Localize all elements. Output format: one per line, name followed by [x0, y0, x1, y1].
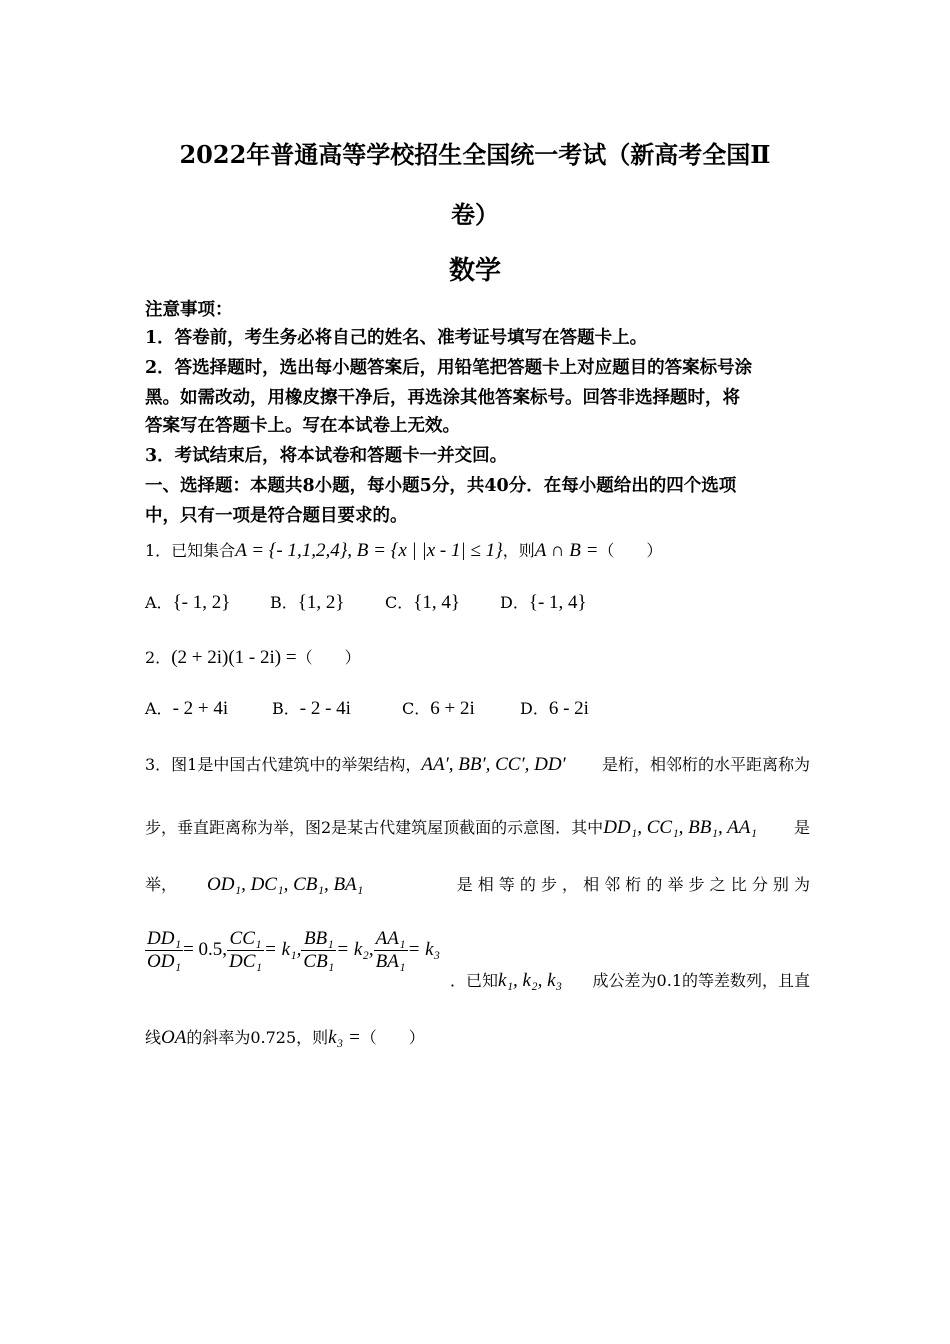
- q2-option-a-label: A．: [145, 699, 173, 718]
- q2-option-b-label: B．: [272, 699, 300, 718]
- ratio-cc1-numerator: CC₁: [227, 928, 264, 951]
- ratio-aa1-numerator: AA₁: [375, 928, 406, 949]
- q1-option-a-value: {- 1, 2}: [172, 592, 231, 613]
- ratio-aa1-ba1: [374, 928, 408, 973]
- q3-paren: （ ）: [360, 1028, 425, 1047]
- q2-option-c: [402, 696, 475, 720]
- q1-ask: A ∩ B =: [534, 540, 599, 561]
- q2-expression: (2 + 2i)(1 - 2i) =: [171, 647, 297, 668]
- q3-line3: [145, 872, 810, 896]
- ratio-dd1-numerator: DD₁: [147, 928, 182, 949]
- ratio-aa1-value: = k₃: [407, 939, 441, 960]
- ratio-bb1-numerator: BB₁: [301, 928, 336, 951]
- ratio-bb1-value: = k₂,: [336, 939, 374, 960]
- q3-line1-start: 3．图1是中国古代建筑中的举架结构，: [145, 755, 422, 774]
- q1-option-c: [385, 590, 460, 614]
- section1-heading-line2: 中，只有一项是符合题目要求的。: [145, 506, 408, 526]
- q2-paren: （ ）: [296, 648, 361, 667]
- q3-line5-middle: 的斜率为0.725，则: [186, 1028, 329, 1047]
- q1-option-a-label: A．: [145, 593, 173, 612]
- q2-option-d-value: 6 - 2i: [548, 698, 589, 719]
- q1-option-b-label: B．: [270, 593, 298, 612]
- note-3: 3．考试结束后，将本试卷和答题卡一并交回。: [145, 446, 508, 466]
- q2-option-d: [520, 696, 589, 720]
- q1-prefix: 1．已知集合: [145, 541, 236, 560]
- q3-line2-expression: DD₁, CC₁, BB₁, AA₁: [603, 817, 757, 838]
- q3-line2-end: 是: [793, 818, 810, 837]
- q3-line4: [450, 968, 810, 992]
- q2-prefix: 2．: [145, 648, 172, 667]
- q1-option-d-value: {- 1, 4}: [528, 592, 587, 613]
- q2-option-a-value: - 2 + 4i: [172, 698, 229, 719]
- q3-line5-start: 线: [145, 1028, 162, 1047]
- q3-line2-start: 步，垂直距离称为举，图2是某古代建筑屋顶截面的示意图．其中: [145, 818, 604, 837]
- exam-title-line1: 2022年普通高等学校招生全国统一考试（新高考全国Ⅱ: [179, 140, 771, 169]
- q3-ask: k₃ =: [328, 1027, 361, 1048]
- q3-line1-expression: AA′, BB′, CC′, DD′: [421, 754, 566, 775]
- q3-line3-start: 举，: [145, 875, 178, 894]
- notes-heading: 注意事项：: [145, 300, 233, 320]
- ratio-dd1-value: = 0.5,: [183, 939, 228, 960]
- q1-option-d: [500, 590, 587, 614]
- q3-line3-expression: OD₁, DC₁, CB₁, BA₁: [207, 874, 364, 895]
- q3-line4-expression: k₁, k₂, k₃: [498, 970, 563, 991]
- q1-suffix: ，则: [502, 541, 535, 560]
- q1-option-b-value: {1, 2}: [297, 592, 345, 613]
- q2-option-b: [272, 696, 351, 720]
- note-1: 1．答卷前，考生务必将自己的姓名、准考证号填写在答题卡上。: [145, 328, 648, 348]
- q1-option-a: [145, 590, 230, 614]
- question-2: [145, 645, 361, 669]
- q3-line4-start: ．已知: [450, 971, 499, 990]
- ratio-dd1-denominator: OD₁: [147, 951, 182, 972]
- q1-paren: （ ）: [598, 541, 663, 560]
- q1-option-b: [270, 590, 345, 614]
- q2-option-b-value: - 2 - 4i: [299, 698, 351, 719]
- section1-heading-line1: 一、选择题：本题共8小题，每小题5分，共40分．在每小题给出的四个选项: [145, 476, 737, 496]
- ratio-cc1-dc1: [227, 928, 264, 973]
- note-2-line3: 答案写在答题卡上。写在本试卷上无效。: [145, 416, 460, 436]
- q3-line4-end: 成公差为0.1的等差数列，且直: [592, 971, 810, 990]
- q2-option-c-value: 6 + 2i: [430, 698, 475, 719]
- q3-ratios: [145, 928, 440, 973]
- q3-line2: [145, 815, 810, 839]
- q3-line3-end: 是 相 等 的 步 ， 相 邻 桁 的 举 步 之 比 分 别 为: [456, 875, 810, 894]
- q3-line5-expression: OA: [161, 1027, 187, 1048]
- ratio-cc1-denominator: DC₁: [229, 951, 263, 972]
- subject-title: 数学: [448, 256, 501, 286]
- question-1: [145, 538, 662, 562]
- exam-title-line2: 卷）: [451, 200, 499, 229]
- q2-option-c-label: C．: [402, 699, 431, 718]
- ratio-bb1-cb1: [301, 928, 336, 973]
- note-2-line1: 2．答选择题时，选出每小题答案后，用铅笔把答题卡上对应题目的答案标号涂: [145, 358, 753, 378]
- ratio-cc1-value: = k₁,: [264, 939, 302, 960]
- q1-option-c-value: {1, 4}: [413, 592, 460, 613]
- q3-line5: [145, 1025, 425, 1049]
- note-2-line2: 黑。如需改动，用橡皮擦干净后，再选涂其他答案标号。回答非选择题时，将: [145, 388, 740, 408]
- ratio-dd1-od1: [145, 928, 183, 973]
- q1-expression: A = {- 1,1,2,4}, B = {x | |x - 1| ≤ 1}: [235, 540, 503, 561]
- q3-line1-end: 是桁，相邻桁的水平距离称为: [601, 755, 810, 774]
- q3-line1: [145, 752, 810, 776]
- q1-option-d-label: D．: [500, 593, 529, 612]
- ratio-aa1-denominator: BA₁: [375, 951, 406, 972]
- ratio-bb1-denominator: CB₁: [303, 951, 335, 972]
- q2-option-a: [145, 696, 228, 720]
- q1-option-c-label: C．: [385, 593, 414, 612]
- q2-option-d-label: D．: [520, 699, 549, 718]
